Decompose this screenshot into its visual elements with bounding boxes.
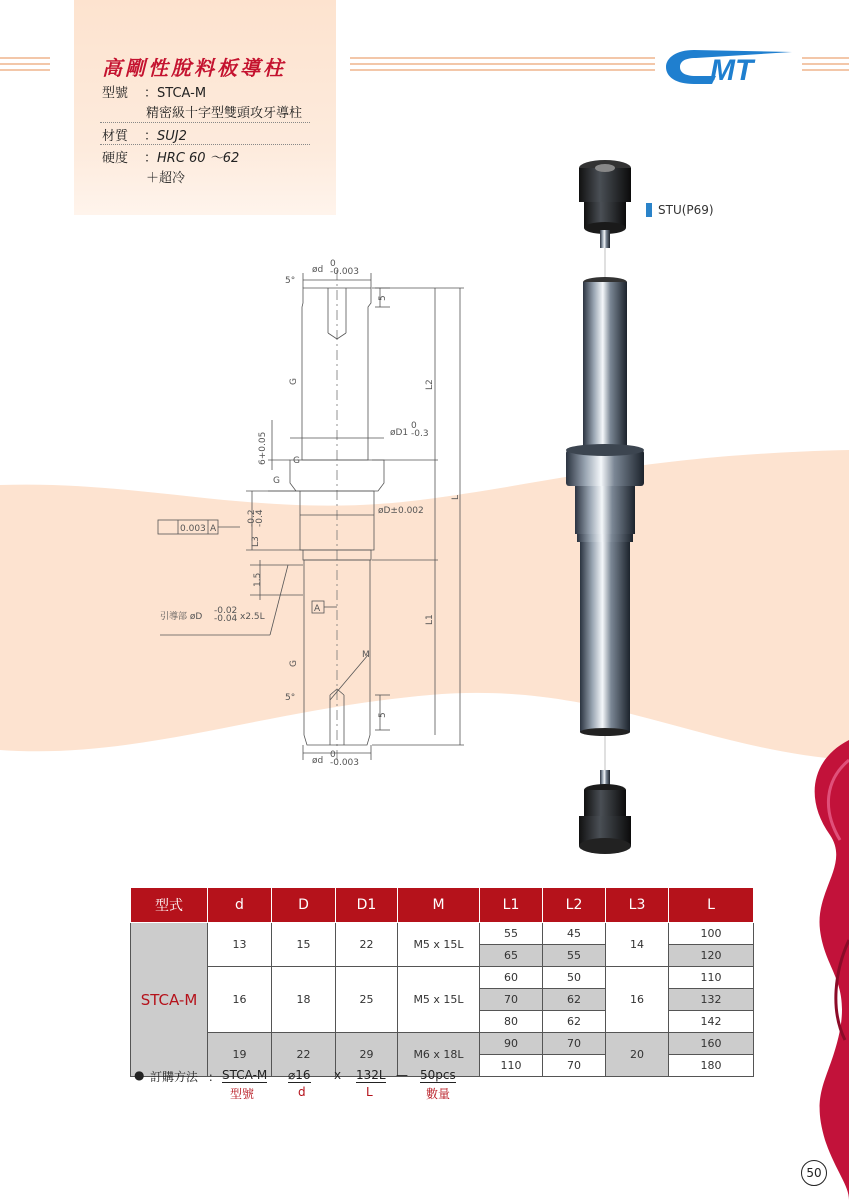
svg-text:øD1: øD1 bbox=[390, 428, 409, 438]
product-photo bbox=[550, 150, 680, 870]
svg-text:G: G bbox=[289, 378, 299, 385]
th-model: 型式 bbox=[131, 888, 208, 923]
table-row: 19 22 29 M6 x 18L 90 70 20 160 bbox=[131, 1033, 754, 1055]
svg-text:x2.5L: x2.5L bbox=[240, 612, 265, 622]
order-model-sub: 型號 bbox=[230, 1087, 255, 1101]
bullet-icon: ● bbox=[134, 1068, 145, 1082]
svg-text:M: M bbox=[362, 650, 370, 660]
svg-text:A: A bbox=[314, 604, 321, 614]
spec-material-label: 材質 bbox=[102, 129, 129, 144]
th-d: d bbox=[208, 888, 272, 923]
model-cell: STCA-M bbox=[131, 923, 208, 1077]
th-M: M bbox=[398, 888, 480, 923]
th-L2: L2 bbox=[543, 888, 606, 923]
svg-text:-0.003: -0.003 bbox=[330, 758, 360, 768]
svg-text:ød: ød bbox=[312, 265, 324, 275]
svg-text:0.003: 0.003 bbox=[180, 524, 206, 534]
svg-text:5: 5 bbox=[378, 295, 388, 301]
svg-text:0: 0 bbox=[330, 750, 336, 760]
order-model: STCA-M bbox=[222, 1068, 268, 1082]
svg-text:-0.4: -0.4 bbox=[255, 509, 265, 527]
divider bbox=[100, 144, 310, 145]
top-cap bbox=[579, 160, 631, 248]
order-qty-sub: 數量 bbox=[426, 1087, 451, 1101]
svg-text:5: 5 bbox=[378, 712, 388, 718]
table-row: STCA-M 13 15 22 M5 x 15L 55 45 14 100 bbox=[131, 923, 754, 945]
guide-pillar bbox=[566, 277, 644, 736]
spec-material-value: SUJ2 bbox=[157, 129, 187, 144]
order-L-sub: L bbox=[366, 1085, 373, 1099]
spec-model-value: STCA-M bbox=[157, 86, 207, 101]
order-d: ⌀16 bbox=[288, 1068, 311, 1082]
svg-text:0: 0 bbox=[411, 421, 417, 431]
svg-text:L3: L3 bbox=[251, 536, 261, 547]
th-D1: D1 bbox=[336, 888, 398, 923]
cmt-logo bbox=[664, 44, 794, 90]
svg-text:A: A bbox=[210, 524, 217, 534]
svg-text:MT: MT bbox=[710, 54, 754, 87]
spec-model-desc: 精密級十字型雙頭攻牙導柱 bbox=[146, 106, 303, 121]
spec-table bbox=[130, 887, 754, 1077]
svg-text:øD±0.002: øD±0.002 bbox=[378, 506, 424, 516]
order-qty: 50pcs bbox=[420, 1068, 456, 1082]
spec-model-row: 型號 ：STCA-M bbox=[102, 82, 206, 101]
page-number: 50 bbox=[801, 1160, 827, 1186]
svg-text:-0.02: -0.02 bbox=[214, 606, 238, 616]
svg-text:6+0.05: 6+0.05 bbox=[258, 431, 268, 465]
order-label: 訂購方法 bbox=[150, 1070, 199, 1084]
svg-text:L2: L2 bbox=[425, 379, 435, 390]
th-L: L bbox=[669, 888, 754, 923]
th-L3: L3 bbox=[606, 888, 669, 923]
svg-text:0: 0 bbox=[330, 259, 336, 269]
bottom-cap bbox=[579, 770, 631, 854]
technical-drawing bbox=[140, 255, 470, 775]
right-stripes bbox=[802, 57, 849, 75]
svg-text:-0.3: -0.3 bbox=[411, 429, 429, 439]
svg-text:-0.04: -0.04 bbox=[214, 614, 238, 624]
table-row: 65 55 120 bbox=[131, 945, 754, 967]
svg-text:G: G bbox=[289, 660, 299, 667]
spec-hardness-label: 硬度 bbox=[102, 151, 129, 166]
table-header-row bbox=[131, 888, 754, 923]
svg-text:L: L bbox=[451, 494, 461, 500]
svg-text:5°: 5° bbox=[285, 276, 296, 286]
svg-text:-0.2: -0.2 bbox=[247, 509, 257, 527]
spec-hardness-extra: ＋超冷 bbox=[146, 171, 186, 186]
svg-text:G: G bbox=[293, 456, 300, 466]
divider bbox=[100, 122, 310, 123]
order-d-sub: d bbox=[298, 1085, 306, 1099]
magenta-swirl bbox=[790, 740, 849, 1200]
spec-hardness-row: 硬度 ：HRC 60 ～62 bbox=[102, 147, 239, 166]
th-L1: L1 bbox=[480, 888, 543, 923]
spec-model-label: 型號 bbox=[102, 86, 129, 101]
svg-text:引導部 øD: 引導部 øD bbox=[160, 612, 203, 622]
table-row: 80 62 142 bbox=[131, 1011, 754, 1033]
page-title: 高剛性脫料板導柱 bbox=[102, 56, 286, 80]
table-row: 70 62 132 bbox=[131, 989, 754, 1011]
svg-text:1.5: 1.5 bbox=[253, 572, 263, 587]
svg-text:5°: 5° bbox=[285, 693, 296, 703]
spec-hardness-value: HRC 60 ～62 bbox=[157, 151, 240, 166]
middle-stripes bbox=[350, 57, 655, 75]
svg-text:L1: L1 bbox=[425, 614, 435, 625]
table-row: 110 70 180 bbox=[131, 1055, 754, 1077]
stu-label: STU(P69) bbox=[658, 203, 714, 217]
left-stripes bbox=[0, 57, 50, 75]
th-D: D bbox=[272, 888, 336, 923]
svg-text:G: G bbox=[273, 476, 280, 486]
order-L: 132L bbox=[356, 1068, 386, 1082]
table-row: 16 18 25 M5 x 15L 60 50 16 110 bbox=[131, 967, 754, 989]
spec-material-row: 材質 ：SUJ2 bbox=[102, 125, 187, 144]
svg-text:-0.003: -0.003 bbox=[330, 267, 360, 277]
svg-text:ød: ød bbox=[312, 756, 324, 766]
